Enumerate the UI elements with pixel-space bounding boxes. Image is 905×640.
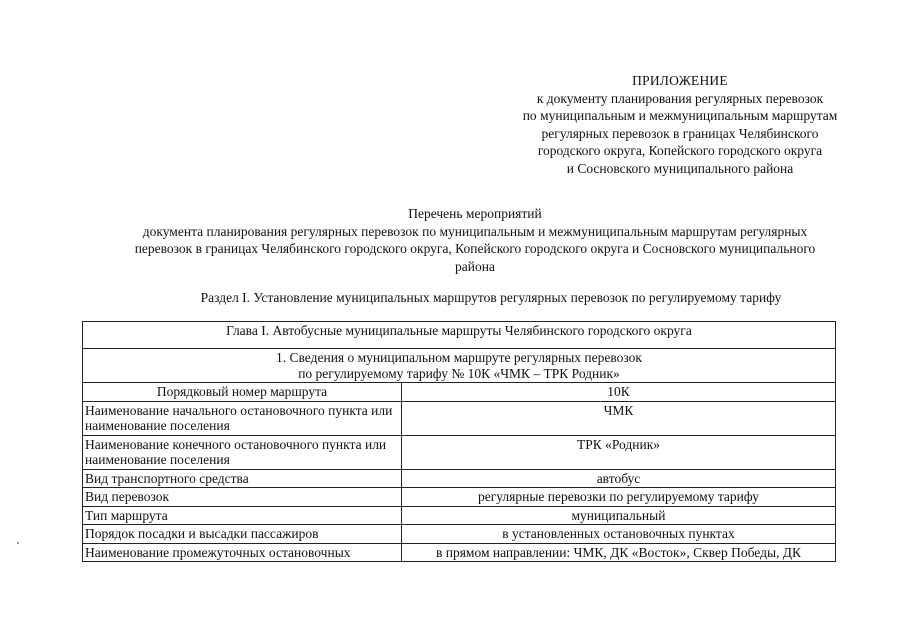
row-value: в прямом направлении: ЧМК, ДК «Восток», Сквер Победы, ДК bbox=[402, 543, 836, 562]
row-value: в установленных остановочных пунктах bbox=[402, 525, 836, 544]
table-row bbox=[83, 383, 836, 402]
row-label: Порядок посадки и высадки пассажиров bbox=[83, 525, 402, 544]
route-table bbox=[82, 321, 836, 562]
title-line: перевозок в границах Челябинского городского округа, Копейского городского округа и Сосновского муниципального bbox=[134, 241, 816, 256]
chapter-heading: Глава I. Автобусные муниципальные маршруты Челябинского городского округа bbox=[83, 322, 836, 349]
row-value: 10К bbox=[402, 383, 836, 402]
appendix-line: по муниципальным и межмуниципальным маршрутам bbox=[522, 108, 838, 123]
row-label: Наименование промежуточных остановочных bbox=[83, 543, 402, 562]
row-label: Тип маршрута bbox=[83, 506, 402, 525]
row-value: ЧМК bbox=[402, 401, 836, 435]
table-row bbox=[83, 435, 836, 469]
table-row bbox=[83, 469, 836, 488]
row-value: регулярные перевозки по регулируемому тарифу bbox=[402, 488, 836, 507]
route-info-line: по регулируемому тарифу № 10К «ЧМК – ТРК Родник» bbox=[298, 365, 620, 381]
appendix-line: к документу планирования регулярных перевозок bbox=[536, 90, 824, 106]
table-row bbox=[83, 543, 836, 562]
row-value: муниципальный bbox=[402, 506, 836, 525]
row-value: автобус bbox=[402, 469, 836, 488]
row-label: Вид транспортного средства bbox=[83, 469, 402, 488]
info-row bbox=[83, 349, 836, 383]
table-row bbox=[83, 401, 836, 435]
chapter-row bbox=[83, 322, 836, 349]
document-title bbox=[40, 205, 905, 275]
route-info-cell bbox=[83, 349, 836, 383]
appendix-line: и Сосновского муниципального района bbox=[566, 160, 794, 176]
title-line: района bbox=[455, 258, 495, 274]
appendix-line: городского округа, Копейского городского округа bbox=[537, 143, 823, 158]
scan-speck bbox=[17, 542, 19, 544]
title-line: Перечень мероприятий bbox=[408, 206, 542, 221]
section-heading: Раздел I. Установление муниципальных маршрутов регулярных перевозок по регулируемому тарифу bbox=[200, 290, 782, 305]
appendix-line: регулярных перевозок в границах Челябинского bbox=[541, 125, 819, 141]
appendix-heading: ПРИЛОЖЕНИЕ bbox=[632, 73, 728, 88]
row-label: Вид перевозок bbox=[83, 488, 402, 507]
title-line: документа планирования регулярных перевозок по муниципальным и межмуниципальным маршрутам регулярных bbox=[142, 223, 808, 239]
row-label: Порядковый номер маршрута bbox=[83, 383, 402, 402]
route-info-line: 1. Сведения о муниципальном маршруте регулярных перевозок bbox=[276, 350, 642, 365]
appendix-block bbox=[470, 72, 890, 177]
table-row bbox=[83, 506, 836, 525]
row-label: Наименование конечного остановочного пункта или наименование поселения bbox=[83, 435, 402, 469]
row-label: Наименование начального остановочного пункта или наименование поселения bbox=[83, 401, 402, 435]
table-row bbox=[83, 525, 836, 544]
row-value: ТРК «Родник» bbox=[402, 435, 836, 469]
table-row bbox=[83, 488, 836, 507]
